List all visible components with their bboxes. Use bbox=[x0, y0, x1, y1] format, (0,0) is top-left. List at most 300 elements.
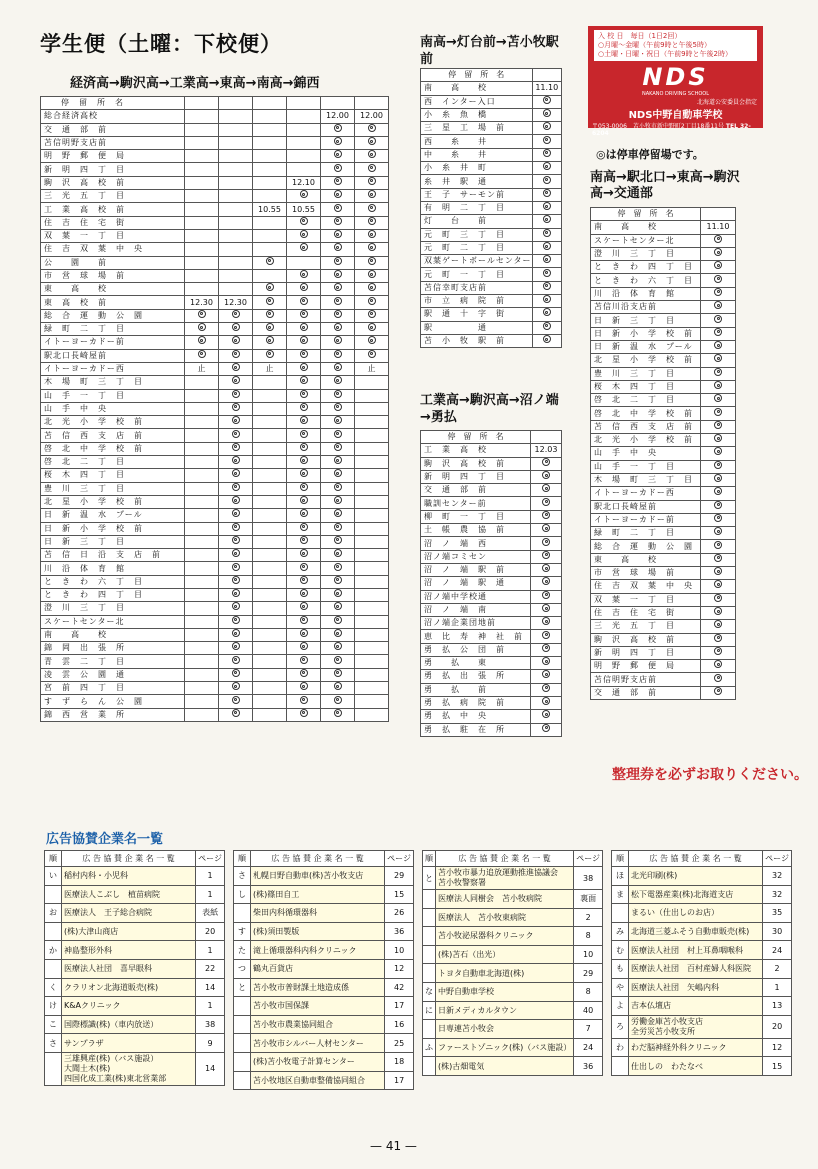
index-kana: か bbox=[45, 941, 62, 960]
stop-name: 豊 川 三 丁 目 bbox=[41, 482, 185, 495]
stop-mark bbox=[287, 456, 321, 469]
page-ref: 36 bbox=[574, 1057, 603, 1076]
stop-mark bbox=[355, 336, 389, 349]
table-row bbox=[421, 563, 562, 576]
sponsor-name: (株)須田製版 bbox=[251, 922, 385, 941]
stop-mark bbox=[287, 429, 321, 442]
table-row bbox=[41, 416, 389, 429]
time-cell: 止 bbox=[355, 362, 389, 375]
table-row bbox=[421, 683, 562, 696]
stop-name: 沼 ノ 端 南 bbox=[421, 603, 531, 616]
stop-note: ◎は停車停留場です。 bbox=[596, 148, 704, 161]
time-cell bbox=[185, 628, 219, 641]
double-circle-icon bbox=[334, 310, 342, 318]
table-row bbox=[612, 1038, 792, 1057]
double-circle-icon bbox=[232, 682, 240, 690]
time-cell bbox=[185, 602, 219, 615]
stop-name: 住 吉 双 葉 中 央 bbox=[591, 580, 701, 593]
stop-name: と き わ 四 丁 目 bbox=[41, 588, 185, 601]
sponsor-name: 日新メディカルタウン bbox=[436, 1001, 574, 1020]
index-kana bbox=[612, 904, 629, 923]
stop-mark bbox=[287, 283, 321, 296]
time-cell bbox=[185, 203, 219, 216]
time-cell bbox=[253, 562, 287, 575]
nds-line1: 入 校 日 毎日（1日2回） bbox=[598, 32, 682, 40]
double-circle-icon bbox=[232, 563, 240, 571]
double-circle-icon bbox=[368, 243, 376, 251]
double-circle-icon bbox=[714, 501, 722, 509]
time-cell bbox=[355, 695, 389, 708]
table-row bbox=[591, 327, 736, 340]
table-row bbox=[591, 354, 736, 367]
time-cell bbox=[287, 97, 321, 110]
nds-line2: ○月曜～金曜（午前9時と午後5時） bbox=[598, 41, 712, 49]
stop-mark bbox=[219, 456, 253, 469]
time-cell bbox=[185, 469, 219, 482]
stop-mark bbox=[701, 434, 736, 447]
stop-name: 交 通 部 前 bbox=[421, 484, 531, 497]
double-circle-icon bbox=[232, 509, 240, 517]
stop-mark bbox=[287, 309, 321, 322]
stop-mark bbox=[531, 657, 562, 670]
double-circle-icon bbox=[334, 243, 342, 251]
double-circle-icon bbox=[543, 96, 551, 104]
table-row bbox=[421, 524, 562, 537]
stop-name: 啓 北 中 学 校 前 bbox=[41, 442, 185, 455]
ads-table bbox=[611, 850, 792, 1076]
stop-mark bbox=[321, 123, 355, 136]
table-row bbox=[41, 668, 389, 681]
double-circle-icon bbox=[334, 443, 342, 451]
stop-name: 山 手 中 央 bbox=[41, 402, 185, 415]
stop-mark bbox=[185, 336, 219, 349]
table-row bbox=[591, 606, 736, 619]
index-kana bbox=[423, 927, 436, 946]
stop-mark bbox=[253, 323, 287, 336]
stop-name: 沼ノ端中学校通 bbox=[421, 590, 531, 603]
table-row bbox=[421, 308, 562, 321]
index-kana: も bbox=[612, 959, 629, 978]
index-kana bbox=[45, 959, 62, 978]
stop-name: 南 高 校 bbox=[591, 221, 701, 234]
double-circle-icon bbox=[368, 190, 376, 198]
table-row bbox=[423, 1057, 603, 1076]
double-circle-icon bbox=[714, 474, 722, 482]
double-circle-icon bbox=[714, 301, 722, 309]
index-kana bbox=[612, 1057, 629, 1076]
table-row bbox=[423, 982, 603, 1001]
page-ref: 1 bbox=[196, 885, 225, 904]
table-row bbox=[591, 513, 736, 526]
stop-mark bbox=[701, 660, 736, 673]
stop-mark bbox=[287, 708, 321, 721]
table-row bbox=[234, 904, 414, 923]
stop-name: 勇 払 駐 在 所 bbox=[421, 723, 531, 736]
stop-mark bbox=[531, 537, 562, 550]
stop-mark bbox=[219, 695, 253, 708]
stop-mark bbox=[701, 527, 736, 540]
double-circle-icon bbox=[368, 217, 376, 225]
stop-name: 日 新 三 丁 目 bbox=[591, 314, 701, 327]
index-kana: む bbox=[612, 941, 629, 960]
double-circle-icon bbox=[334, 523, 342, 531]
stop-mark bbox=[355, 309, 389, 322]
stop-name: と き わ 四 丁 目 bbox=[591, 261, 701, 274]
stop-mark bbox=[287, 216, 321, 229]
stop-mark bbox=[531, 630, 562, 643]
page-ref: 12 bbox=[385, 959, 414, 978]
table-row bbox=[41, 229, 389, 242]
stop-mark bbox=[321, 562, 355, 575]
double-circle-icon bbox=[714, 447, 722, 455]
double-circle-icon bbox=[714, 554, 722, 562]
double-circle-icon bbox=[334, 416, 342, 424]
index-kana: ほ bbox=[612, 867, 629, 886]
stop-mark bbox=[532, 268, 561, 281]
time-cell bbox=[185, 283, 219, 296]
index-kana: お bbox=[45, 904, 62, 923]
stop-mark bbox=[355, 163, 389, 176]
stop-name: 木 場 町 三 丁 目 bbox=[591, 473, 701, 486]
stop-name: 沼 ノ 端 西 bbox=[421, 537, 531, 550]
double-circle-icon bbox=[334, 629, 342, 637]
double-circle-icon bbox=[334, 137, 342, 145]
table-row bbox=[421, 215, 562, 228]
page-ref: 13 bbox=[763, 997, 792, 1016]
sponsor-name: トヨタ自動車北海道(株) bbox=[436, 964, 574, 983]
stop-mark bbox=[355, 349, 389, 362]
index-kana: さ bbox=[45, 1034, 62, 1053]
sponsor-name: 苫小牧地区自動車整備協同組合 bbox=[251, 1071, 385, 1090]
stop-mark bbox=[321, 349, 355, 362]
stop-name: 啓 北 二 丁 目 bbox=[41, 456, 185, 469]
stop-mark bbox=[219, 362, 253, 375]
stop-mark bbox=[321, 416, 355, 429]
stop-name: 啓 北 中 学 校 前 bbox=[591, 407, 701, 420]
stop-name: 明 野 郵 便 局 bbox=[41, 150, 185, 163]
double-circle-icon bbox=[543, 215, 551, 223]
table-row bbox=[41, 243, 389, 256]
table-row bbox=[421, 470, 562, 483]
stop-name: イトーヨーカドー前 bbox=[41, 336, 185, 349]
table-row bbox=[423, 1038, 603, 1057]
double-circle-icon bbox=[300, 483, 308, 491]
table-row bbox=[423, 927, 603, 946]
double-circle-icon bbox=[543, 282, 551, 290]
time-cell bbox=[253, 190, 287, 203]
table-row bbox=[421, 444, 562, 457]
page-ref: 25 bbox=[385, 1034, 414, 1053]
sponsor-name: クラリオン北海道販売(株) bbox=[62, 978, 196, 997]
sponsor-name: 苫小牧市普財課土地造成係 bbox=[251, 978, 385, 997]
double-circle-icon bbox=[300, 549, 308, 557]
sponsor-name: 医療法人社団 矢嶋内科 bbox=[629, 978, 763, 997]
stop-mark bbox=[321, 216, 355, 229]
page-ref: 1 bbox=[196, 941, 225, 960]
page-ref: 2 bbox=[763, 959, 792, 978]
time-cell bbox=[287, 150, 321, 163]
table-row bbox=[421, 321, 562, 334]
double-circle-icon bbox=[266, 350, 274, 358]
table-row bbox=[234, 922, 414, 941]
column-header: 順 bbox=[45, 851, 62, 867]
stop-mark bbox=[701, 420, 736, 433]
route-b-text: 南高→灯台前→苫小牧駅前 bbox=[420, 35, 559, 67]
index-kana: つ bbox=[234, 959, 251, 978]
nds-name: NDS中野自動車学校 bbox=[628, 110, 723, 121]
table-row bbox=[41, 469, 389, 482]
stop-mark bbox=[532, 122, 561, 135]
stop-mark bbox=[701, 367, 736, 380]
table-row bbox=[612, 904, 792, 923]
table-row bbox=[41, 682, 389, 695]
time-cell bbox=[219, 190, 253, 203]
time-cell bbox=[253, 229, 287, 242]
double-circle-icon bbox=[300, 682, 308, 690]
stop-name: 恵 比 寿 神 社 前 bbox=[421, 630, 531, 643]
time-cell bbox=[219, 163, 253, 176]
double-circle-icon bbox=[714, 408, 722, 416]
stop-mark bbox=[321, 136, 355, 149]
stop-mark bbox=[287, 615, 321, 628]
table-header-row bbox=[612, 851, 792, 867]
stop-mark bbox=[219, 323, 253, 336]
stop-name: 山 手 中 央 bbox=[591, 447, 701, 460]
double-circle-icon bbox=[714, 620, 722, 628]
stop-mark bbox=[532, 295, 561, 308]
double-circle-icon bbox=[334, 164, 342, 172]
time-cell bbox=[219, 136, 253, 149]
time-cell bbox=[355, 588, 389, 601]
table-row bbox=[591, 620, 736, 633]
time-cell bbox=[701, 208, 736, 221]
double-circle-icon bbox=[714, 248, 722, 256]
nds-hours bbox=[594, 30, 757, 61]
stop-mark bbox=[531, 617, 562, 630]
page-ref: 1 bbox=[196, 997, 225, 1016]
ads-table bbox=[422, 850, 603, 1076]
stop-mark bbox=[701, 686, 736, 699]
index-kana bbox=[423, 908, 436, 927]
stop-mark bbox=[287, 336, 321, 349]
time-cell bbox=[287, 110, 321, 123]
stop-name: 日 新 温 水 プール bbox=[591, 340, 701, 353]
stop-mark bbox=[355, 123, 389, 136]
index-kana: ま bbox=[612, 885, 629, 904]
stop-name: 三 光 五 丁 目 bbox=[591, 620, 701, 633]
stop-name: 双葉ゲートボールセンター bbox=[421, 255, 533, 268]
stop-mark bbox=[321, 296, 355, 309]
stop-name: 日 新 小 学 校 前 bbox=[41, 522, 185, 535]
page-ref: 30 bbox=[763, 922, 792, 941]
stop-name: 勇 払 中 央 bbox=[421, 710, 531, 723]
time-cell bbox=[185, 150, 219, 163]
table-row bbox=[421, 148, 562, 161]
stop-name: イトーヨーカドー前 bbox=[591, 513, 701, 526]
stop-mark bbox=[701, 261, 736, 274]
double-circle-icon bbox=[300, 416, 308, 424]
table-row bbox=[421, 617, 562, 630]
page-ref: 10 bbox=[385, 941, 414, 960]
stop-mark bbox=[287, 549, 321, 562]
table-row bbox=[41, 562, 389, 575]
double-circle-icon bbox=[334, 576, 342, 584]
stop-name: 駒 沢 高 校 前 bbox=[421, 457, 531, 470]
stop-mark bbox=[185, 349, 219, 362]
sponsor-name: 医療法人 王子総合病院 bbox=[62, 904, 196, 923]
stop-name: 澄 川 三 丁 目 bbox=[41, 602, 185, 615]
time-cell bbox=[253, 628, 287, 641]
stop-mark bbox=[219, 615, 253, 628]
stop-mark bbox=[253, 256, 287, 269]
stop-mark bbox=[321, 549, 355, 562]
double-circle-icon bbox=[334, 456, 342, 464]
time-cell bbox=[253, 176, 287, 189]
time-cell bbox=[355, 469, 389, 482]
table-row bbox=[41, 123, 389, 136]
stop-name: 駒 沢 高 校 前 bbox=[591, 633, 701, 646]
ads-table bbox=[44, 850, 225, 1086]
stop-mark bbox=[185, 309, 219, 322]
table-row bbox=[41, 482, 389, 495]
stop-name: 駅北口長崎屋前 bbox=[41, 349, 185, 362]
time-cell bbox=[287, 256, 321, 269]
stop-mark bbox=[701, 606, 736, 619]
time-cell bbox=[185, 429, 219, 442]
stop-mark bbox=[219, 588, 253, 601]
column-header: 広 告 協 賛 企 業 名 一 覧 bbox=[436, 851, 574, 867]
double-circle-icon bbox=[334, 390, 342, 398]
index-kana bbox=[423, 1057, 436, 1076]
stop-name: 宮 前 四 丁 目 bbox=[41, 682, 185, 695]
table-row bbox=[41, 309, 389, 322]
double-circle-icon bbox=[542, 458, 550, 466]
time-cell: 11.10 bbox=[701, 221, 736, 234]
time-cell bbox=[253, 708, 287, 721]
stop-mark bbox=[219, 602, 253, 615]
sponsor-name: 北光印刷(株) bbox=[629, 867, 763, 886]
double-circle-icon bbox=[232, 323, 240, 331]
table-row bbox=[45, 1052, 225, 1085]
stop-mark bbox=[219, 708, 253, 721]
stop-mark bbox=[287, 416, 321, 429]
column-header: 順 bbox=[612, 851, 629, 867]
stop-mark bbox=[321, 628, 355, 641]
stop-name: 苫信川沿支店前 bbox=[591, 301, 701, 314]
stop-mark bbox=[287, 655, 321, 668]
table-row bbox=[591, 394, 736, 407]
sponsor-name: 稲村内科・小児科 bbox=[62, 867, 196, 886]
stop-mark bbox=[701, 234, 736, 247]
stop-name: 苫信明野支店前 bbox=[591, 673, 701, 686]
stop-mark bbox=[253, 349, 287, 362]
double-circle-icon bbox=[542, 524, 550, 532]
stop-mark bbox=[355, 283, 389, 296]
stop-mark bbox=[321, 389, 355, 402]
double-circle-icon bbox=[266, 257, 274, 265]
double-circle-icon bbox=[300, 469, 308, 477]
stop-name: 工 業 高 校 bbox=[421, 444, 531, 457]
stop-mark bbox=[532, 201, 561, 214]
time-cell bbox=[355, 682, 389, 695]
time-cell bbox=[219, 150, 253, 163]
time-cell bbox=[219, 97, 253, 110]
route-c-title bbox=[420, 392, 560, 426]
page-ref: 17 bbox=[385, 1071, 414, 1090]
table-row bbox=[591, 553, 736, 566]
double-circle-icon bbox=[368, 257, 376, 265]
stop-mark bbox=[701, 274, 736, 287]
time-cell bbox=[219, 216, 253, 229]
double-circle-icon bbox=[543, 335, 551, 343]
double-circle-icon bbox=[198, 350, 206, 358]
page-ref: 7 bbox=[574, 1020, 603, 1039]
table-row bbox=[421, 710, 562, 723]
table-row bbox=[41, 389, 389, 402]
stop-name: 元 町 三 丁 目 bbox=[421, 228, 533, 241]
double-circle-icon bbox=[334, 656, 342, 664]
main-schedule-table bbox=[40, 96, 389, 722]
stop-mark bbox=[355, 296, 389, 309]
double-circle-icon bbox=[232, 416, 240, 424]
stop-mark bbox=[532, 162, 561, 175]
double-circle-icon bbox=[232, 589, 240, 597]
column-header: ページ bbox=[763, 851, 792, 867]
index-kana: し bbox=[234, 885, 251, 904]
double-circle-icon bbox=[542, 591, 550, 599]
double-circle-icon bbox=[334, 509, 342, 517]
double-circle-icon bbox=[543, 229, 551, 237]
sponsor-name: 札幌日野自動車(株)苫小牧支店 bbox=[251, 867, 385, 886]
table-row bbox=[45, 922, 225, 941]
time-cell: 止 bbox=[253, 362, 287, 375]
time-cell bbox=[253, 442, 287, 455]
stop-name: 元 町 二 丁 目 bbox=[421, 241, 533, 254]
stop-name: イトーヨーカドー西 bbox=[591, 487, 701, 500]
table-row bbox=[591, 460, 736, 473]
stop-mark bbox=[287, 323, 321, 336]
double-circle-icon bbox=[714, 288, 722, 296]
table-row bbox=[41, 695, 389, 708]
double-circle-icon bbox=[232, 642, 240, 650]
double-circle-icon bbox=[334, 430, 342, 438]
table-row bbox=[591, 473, 736, 486]
sponsor-name: 柴田内科循環器科 bbox=[251, 904, 385, 923]
stop-mark bbox=[532, 334, 561, 347]
table-header-row bbox=[591, 208, 736, 221]
page-ref: 14 bbox=[196, 1052, 225, 1085]
index-kana bbox=[423, 890, 436, 909]
stop-name: 日 新 温 水 プール bbox=[41, 509, 185, 522]
double-circle-icon bbox=[542, 484, 550, 492]
stop-name: 北 星 小 学 校 前 bbox=[591, 354, 701, 367]
table-row bbox=[234, 959, 414, 978]
double-circle-icon bbox=[334, 323, 342, 331]
time-cell bbox=[185, 416, 219, 429]
index-kana bbox=[234, 1052, 251, 1071]
double-circle-icon bbox=[542, 538, 550, 546]
page-ref: 32 bbox=[763, 867, 792, 886]
stop-mark bbox=[701, 394, 736, 407]
double-circle-icon bbox=[300, 496, 308, 504]
page-ref: 15 bbox=[763, 1057, 792, 1076]
double-circle-icon bbox=[714, 674, 722, 682]
sponsor-name: わだ脳神経外科クリニック bbox=[629, 1038, 763, 1057]
stop-mark bbox=[219, 442, 253, 455]
stop-name: 錦 岡 出 張 所 bbox=[41, 642, 185, 655]
stop-name: 職訓センター前 bbox=[421, 497, 531, 510]
double-circle-icon bbox=[232, 443, 240, 451]
